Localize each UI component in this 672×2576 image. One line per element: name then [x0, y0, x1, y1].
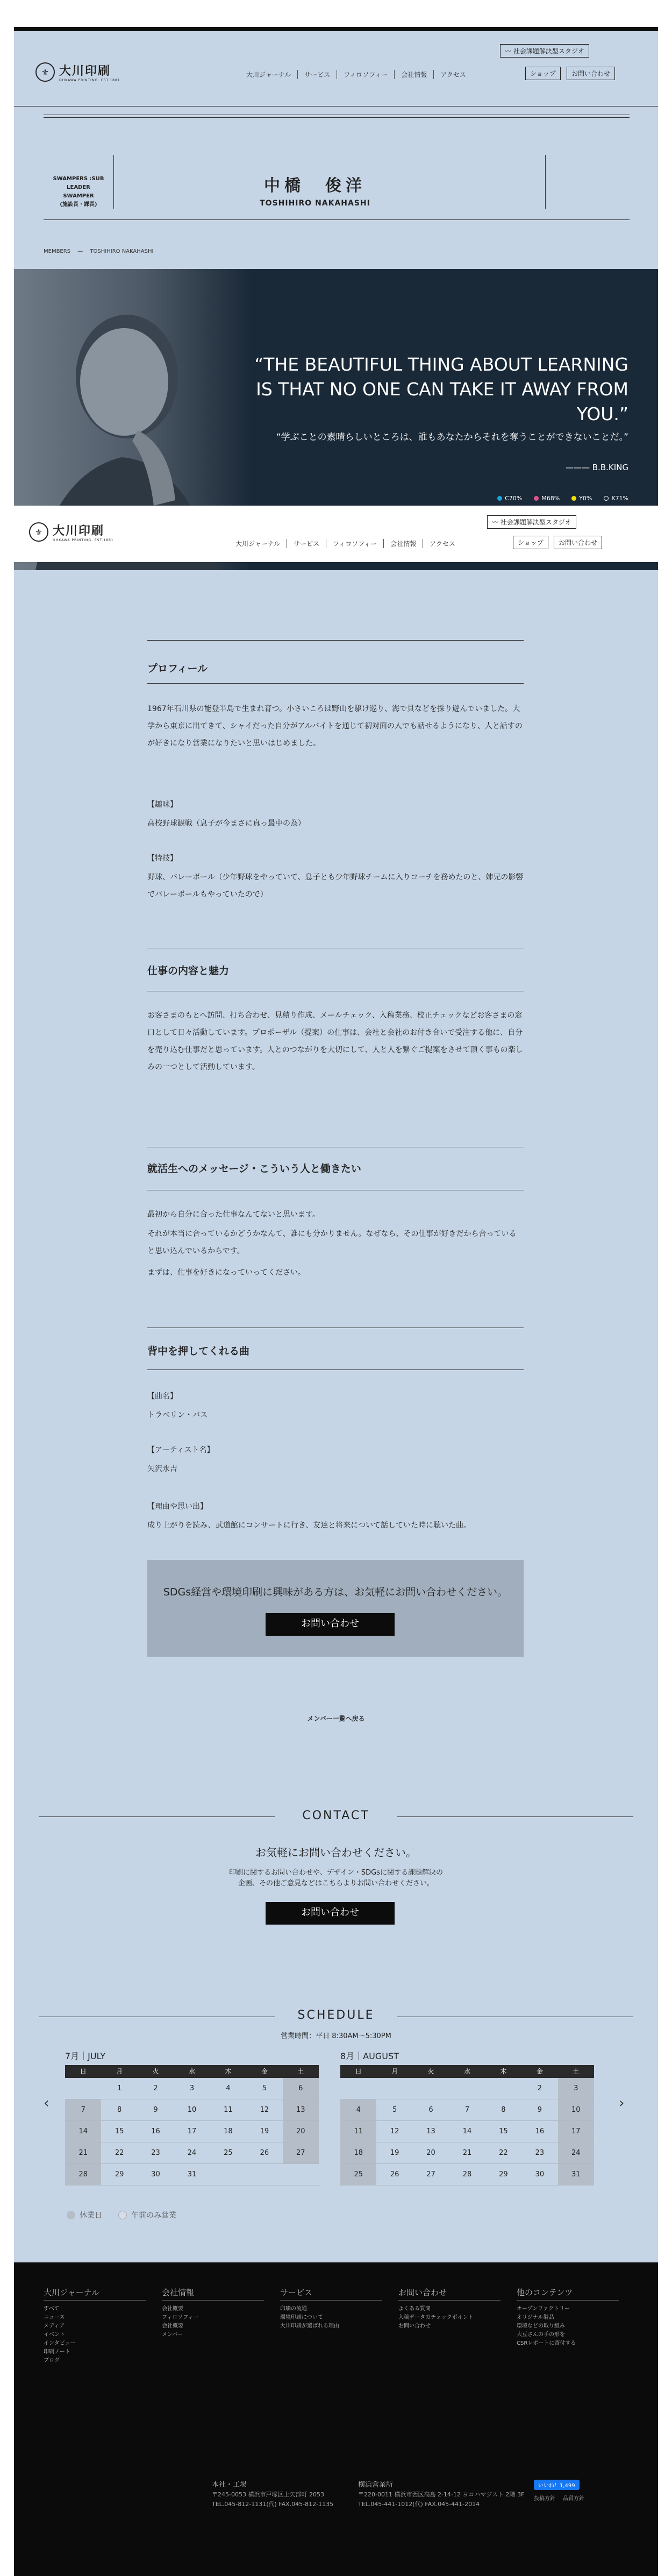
song-name: トラベリン・バス [147, 1411, 208, 1420]
calendar-day: 8 [101, 2099, 137, 2121]
calendar-day: 15 [485, 2121, 521, 2142]
profile-top-rule [147, 640, 524, 641]
breadcrumb-separator: — [72, 249, 89, 254]
logo-mark-icon: ⚜ [35, 62, 55, 82]
weekday-header: 火 [138, 2065, 174, 2078]
cta-contact-button[interactable]: お問い合わせ [266, 1613, 395, 1636]
calendar-day: 25 [210, 2142, 246, 2164]
sticky-logo[interactable] [29, 522, 114, 542]
footer-col-journal [44, 2288, 146, 2365]
footer-link[interactable]: よくある質問 [398, 2306, 431, 2312]
contact-button-main[interactable]: お問い合わせ [266, 1902, 395, 1925]
song-name-heading: 【曲名】 [147, 1392, 177, 1401]
skill-text: 野球、バレーボール（少年野球をやっていて、息子とも少年野球チームに入りコーチを務めたのと、姉兄の影響でバレーボールもやっていたので） [147, 873, 524, 899]
logo-subtext: OHKAWA PRINTING. EST.1881 [59, 79, 120, 82]
footer-link[interactable]: CSRレポートに寄付する [517, 2340, 576, 2346]
sticky-logo-subtext: OHKAWA PRINTING. EST.1881 [53, 538, 114, 542]
calendar-day: 3 [174, 2078, 210, 2099]
footer-col-title[interactable]: 大川ジャーナル [44, 2288, 146, 2301]
sticky-nav [229, 539, 462, 548]
top-bar [14, 27, 658, 31]
calendar-day: 30 [521, 2164, 557, 2185]
calendar-day: 15 [101, 2121, 137, 2142]
hero-quote-jp: “学ぶことの素晴らしいところは、誰もあなたからそれを奪うことができないことだ。” [276, 432, 628, 443]
policy-link[interactable]: 投稿方針 [534, 2496, 555, 2502]
member-top-rule-2 [44, 117, 630, 118]
calendar-day: 20 [283, 2121, 319, 2142]
sticky-nav-journal[interactable]: 大川ジャーナル [235, 540, 281, 548]
calendar-day: 26 [246, 2142, 282, 2164]
author-dash: ——— [565, 463, 592, 472]
calendar-day: 12 [246, 2099, 282, 2121]
message-heading: 就活生へのメッセージ・こういう人と働きたい [147, 1163, 361, 1175]
calendar-day: 16 [521, 2121, 557, 2142]
sticky-sdgs-label: 社会課題解決型スタジオ [500, 519, 571, 526]
cta-box [147, 1560, 524, 1657]
yokohama-address: 〒220-0011 横浜市西区高島 2-14-12 ヨコハマジスト 2階 3F [358, 2491, 525, 2498]
calendar-august-title: 8月｜AUGUST [340, 2051, 399, 2061]
main-nav [240, 70, 473, 79]
yokohama-title: 横浜営業所 [358, 2481, 394, 2489]
breadcrumb-root[interactable]: MEMBERS [44, 249, 71, 254]
calendar-day: 28 [449, 2164, 485, 2185]
calendar-day [449, 2078, 485, 2099]
weekday-header: 水 [449, 2065, 485, 2078]
calendar-july-grid [65, 2065, 319, 2185]
footer-link[interactable]: 大豆さんの手の形を [517, 2332, 565, 2338]
profile-heading: プロフィール [147, 663, 208, 675]
team-line-1: SWAMPERS :SUB [53, 176, 104, 182]
calendar-day: 25 [340, 2164, 376, 2185]
calendar-day: 16 [138, 2121, 174, 2142]
footer-link[interactable]: 環境などの取り組み [517, 2323, 565, 2329]
calendar-day: 17 [174, 2121, 210, 2142]
calendar-day: 11 [340, 2121, 376, 2142]
calendar-day: 21 [65, 2142, 101, 2164]
cmyk-c [497, 495, 522, 502]
footer-col-contact [398, 2288, 501, 2331]
weekday-header: 月 [101, 2065, 137, 2078]
author-name: B.B.KING [592, 463, 628, 472]
cmyk-m-label: M68% [541, 495, 560, 502]
calendar-day: 6 [283, 2078, 319, 2099]
footer-link[interactable]: フィロソフィー [162, 2315, 199, 2320]
cmyk-m [534, 495, 560, 502]
calendar-day: 13 [283, 2099, 319, 2121]
nav-item-philosophy[interactable]: フィロソフィー [337, 70, 394, 79]
next-month-arrow-icon[interactable]: › [619, 2095, 625, 2111]
footer-col-title[interactable]: お問い合わせ [398, 2288, 501, 2301]
header-divider [14, 106, 658, 107]
hero-quote-en: “THE BEAUTIFUL THING ABOUT LEARNING IS THAT NO ONE CAN TAKE IT AWAY FROM YOU.” [254, 354, 628, 424]
legend-holiday [67, 2210, 102, 2220]
weekday-header: 土 [558, 2065, 594, 2078]
calendar-day: 27 [283, 2142, 319, 2164]
footer-link[interactable]: オリジナル製品 [517, 2315, 554, 2320]
logo-text: 大川印刷 [59, 64, 111, 78]
calendar-day: 29 [485, 2164, 521, 2185]
nav-item-service[interactable]: サービス [297, 70, 337, 79]
calendar-day: 4 [210, 2078, 246, 2099]
calendar-august [340, 2049, 594, 2185]
back-to-members-link[interactable]: メンバー一覧へ戻る [307, 1715, 365, 1722]
hq-title: 本社・工場 [212, 2481, 247, 2489]
team-line-2: LEADER [67, 184, 90, 190]
sticky-logo-mark-icon: ⚜ [29, 522, 48, 542]
footer-link[interactable]: メンバー [162, 2332, 183, 2338]
calendar-day: 18 [210, 2121, 246, 2142]
weekday-header: 木 [210, 2065, 246, 2078]
calendar-day: 6 [413, 2099, 449, 2121]
footer-col-service [280, 2288, 382, 2331]
weekday-header: 火 [413, 2065, 449, 2078]
calendar-day: 2 [521, 2078, 557, 2099]
calendar-day: 24 [174, 2142, 210, 2164]
footer-link[interactable]: ニュース [44, 2315, 65, 2320]
holiday-dot-icon [67, 2211, 75, 2219]
calendar-legend [67, 2210, 176, 2220]
calendar-day: 31 [174, 2164, 210, 2185]
sticky-nav-service[interactable]: サービス [287, 539, 326, 548]
footer-link[interactable]: 印刷ノート [44, 2349, 70, 2355]
calendar-day: 30 [138, 2164, 174, 2185]
message-line-2: それが本当に合っているかどうかなんて、誰にも分かりません。なぜなら、その仕事が好きだから合っていると思い込んでいるからです。 [147, 1230, 517, 1255]
hobby-text: 高校野球観戦（息子が今まさに真っ最中の為） [147, 819, 305, 828]
member-name-jp: 中橋 俊洋 [264, 176, 366, 195]
artist-heading: 【アーティスト名】 [147, 1446, 215, 1454]
calendar-day: 9 [138, 2099, 174, 2121]
footer-link[interactable]: 印刷の流通 [280, 2306, 307, 2312]
cmyk-k-label: K71% [611, 495, 628, 502]
black-dot-icon [604, 496, 609, 501]
weekday-header: 月 [376, 2065, 412, 2078]
calendar-day: 17 [558, 2121, 594, 2142]
team-line-3: SWAMPER [63, 193, 94, 199]
reason-heading: 【理由や思い出】 [147, 1502, 208, 1511]
calendar-day [65, 2078, 101, 2099]
facebook-like-button[interactable]: いいね！1,499 [534, 2480, 580, 2490]
calendar-august-grid [340, 2065, 594, 2185]
sticky-nav-access[interactable]: アクセス [423, 539, 462, 548]
schedule-heading: SCHEDULE [297, 2009, 375, 2022]
calendar-day: 18 [340, 2142, 376, 2164]
breadcrumb-current: TOSHIHIRO NAKAHASHI [90, 249, 154, 254]
yellow-dot-icon [571, 496, 576, 501]
team-line-4: (施設長・課長) [60, 202, 97, 208]
weekday-header: 金 [246, 2065, 282, 2078]
footer-col-company [162, 2288, 264, 2339]
sticky-sdgs-button[interactable] [487, 515, 576, 529]
calendar-day: 22 [101, 2142, 137, 2164]
sticky-contact-button[interactable]: お問い合わせ [554, 536, 602, 549]
sticky-shop-button[interactable]: ショップ [513, 536, 548, 549]
weekday-header: 日 [65, 2065, 101, 2078]
calendar-day: 24 [558, 2142, 594, 2164]
footer-yokohama-address [358, 2480, 524, 2509]
footer-col-title[interactable]: 会社情報 [162, 2288, 264, 2301]
calendar-day: 23 [521, 2142, 557, 2164]
footer-link[interactable]: お問い合わせ [398, 2323, 431, 2329]
site-footer [14, 2262, 658, 2576]
calendar-day [340, 2078, 376, 2099]
hq-address: 〒245-0053 横浜市戸塚区上矢部町 2053 [212, 2491, 324, 2498]
footer-link[interactable]: 環境印刷について [280, 2315, 323, 2320]
member-name-block [229, 172, 401, 208]
member-bottom-rule [44, 219, 630, 220]
weekday-header: 木 [485, 2065, 521, 2078]
morning-dot-icon [118, 2211, 127, 2219]
calendar-day: 2 [138, 2078, 174, 2099]
calendar-day: 31 [558, 2164, 594, 2185]
breadcrumb [44, 246, 153, 254]
cmyk-legend [497, 495, 628, 502]
calendar-day: 14 [449, 2121, 485, 2142]
calendar-day [485, 2078, 521, 2099]
footer-col-other [517, 2288, 619, 2348]
calendar-day [376, 2078, 412, 2099]
profile-bottom-rule [147, 683, 524, 684]
message-line-1: 最初から自分に合った仕事なんてないと思います。 [147, 1210, 320, 1219]
sticky-sdgs-icon: 〰 [492, 519, 501, 526]
cmyk-k [604, 495, 628, 502]
footer-col-title[interactable]: サービス [280, 2288, 382, 2301]
calendar-july [65, 2049, 319, 2185]
hero-quote-author [566, 463, 628, 472]
magenta-dot-icon [534, 496, 539, 501]
footer-link[interactable]: ブログ [44, 2358, 60, 2364]
calendar-day: 1 [101, 2078, 137, 2099]
weekday-header: 日 [340, 2065, 376, 2078]
calendar-day: 14 [65, 2121, 101, 2142]
prev-month-arrow-icon[interactable]: ‹ [44, 2095, 49, 2111]
business-hours: 営業時間：平日 8:30AM〜5:30PM [281, 2032, 391, 2040]
calendar-day: 26 [376, 2164, 412, 2185]
weekday-header: 水 [174, 2065, 210, 2078]
message-line-3: まずは、仕事を好きになっていってください。 [147, 1268, 305, 1277]
weekday-header: 土 [283, 2065, 319, 2078]
contact-heading: CONTACT [302, 1809, 370, 1822]
legend-holiday-label: 休業日 [80, 2211, 102, 2220]
calendar-day: 29 [101, 2164, 137, 2185]
nav-item-journal[interactable]: 大川ジャーナル [246, 71, 291, 79]
calendar-day: 19 [376, 2142, 412, 2164]
nav-item-company[interactable]: 会社情報 [394, 70, 433, 79]
legend-morning [118, 2210, 176, 2220]
work-heading: 仕事の内容と魅力 [147, 965, 230, 977]
cyan-dot-icon [497, 496, 502, 501]
footer-link[interactable]: オープンファクトリー [517, 2306, 570, 2312]
footer-link[interactable]: 入稿データのチェックポイント [398, 2315, 474, 2320]
calendar-day: 5 [246, 2078, 282, 2099]
profile-text: 1967年石川県の能登半島で生まれ育つ。小さいころは野山を駆け巡り、海で貝などを採り遊んでいました。大学から東京に出てきて、シャイだった自分がアルバイトを通じて初対面の人でも話せるようになり、人と話すのが好きになり営業になりたいと思いはじめました。 [147, 705, 523, 748]
yokohama-tel: TEL.045-441-1012(代) FAX.045-441-2014 [358, 2501, 480, 2508]
calendar-day [246, 2164, 282, 2185]
contact-subtitle: お気軽にお問い合わせください。 [255, 1846, 417, 1859]
calendar-day: 20 [413, 2142, 449, 2164]
cmyk-y-label: Y0% [579, 495, 592, 502]
sticky-nav-philosophy[interactable]: フィロソフィー [326, 539, 383, 548]
calendar-day: 28 [65, 2164, 101, 2185]
footer-policy-links [534, 2494, 584, 2502]
cmyk-c-label: C70% [505, 495, 523, 502]
skill-heading: 【特技】 [147, 854, 177, 863]
calendar-day: 7 [449, 2099, 485, 2121]
page-frame [14, 27, 658, 2576]
sdgs-studio-label: 社会課題解決型スタジオ [513, 47, 584, 55]
calendar-day: 13 [413, 2121, 449, 2142]
sdgs-studio-button[interactable] [500, 44, 589, 58]
footer-link[interactable]: イベント [44, 2332, 65, 2338]
footer-link[interactable]: すべて [44, 2306, 60, 2312]
calendar-day: 22 [485, 2142, 521, 2164]
cmyk-y [571, 495, 592, 502]
calendar-day: 11 [210, 2099, 246, 2121]
contact-description: 印刷に関するお問い合わせや、デザイン・SDGsに関する課題解決の企画、その他ご意見などはこちらよりお問い合わせください。 [229, 1869, 443, 1887]
calendar-day: 10 [558, 2099, 594, 2121]
calendar-day: 27 [413, 2164, 449, 2185]
quality-policy-link[interactable]: 品質方針 [563, 2496, 584, 2502]
artist-name: 矢沢永吉 [147, 1465, 177, 1473]
member-name-en: TOSHIHIRO NAKAHASHI [260, 199, 370, 208]
member-team [46, 175, 111, 209]
calendar-day [283, 2164, 319, 2185]
calendar-day: 4 [340, 2099, 376, 2121]
footer-link[interactable]: インタビュー [44, 2340, 76, 2346]
work-text: お客さまのもとへ訪問、打ち合わせ、見積り作成、メールチェック、入稿業務、校正チェックなどお客さまの窓口として日々活動しています。プロポーザル（提案）の仕事は、会社と会社のお付き合いで受注する他に、自分を売り込む仕事だと思っています。人とのつながりを大切にして、人と人を繋ぐご提案をさせて頂く事もの楽しみの一つとして活動しています。 [147, 1011, 523, 1071]
calendar-day: 21 [449, 2142, 485, 2164]
song-bottom-rule [147, 1369, 524, 1370]
cta-text: SDGs経営や環境印刷に興味がある方は、お気軽にお問い合わせください。 [163, 1586, 508, 1598]
footer-hq-address [212, 2480, 333, 2509]
calendar-day: 5 [376, 2099, 412, 2121]
legend-morning-label: 午前のみ営業 [131, 2211, 176, 2220]
weekday-header: 金 [521, 2065, 557, 2078]
song-heading: 背中を押してくれる曲 [147, 1345, 250, 1357]
contact-button[interactable]: お問い合わせ [567, 67, 615, 80]
member-left-divider [113, 155, 114, 209]
calendar-day [413, 2078, 449, 2099]
calendar-day: 19 [246, 2121, 282, 2142]
calendar-day: 9 [521, 2099, 557, 2121]
hobby-heading: 【趣味】 [147, 800, 177, 809]
calendar-day: 12 [376, 2121, 412, 2142]
calendar-day: 3 [558, 2078, 594, 2099]
member-right-divider [545, 155, 546, 209]
sticky-header [14, 506, 658, 562]
calendar-july-title: 7月｜JULY [65, 2051, 106, 2061]
sticky-nav-company[interactable]: 会社情報 [383, 539, 423, 548]
shop-button[interactable]: ショップ [525, 67, 561, 80]
footer-link[interactable]: 会社概要 [162, 2306, 183, 2312]
site-logo[interactable] [35, 62, 120, 82]
hq-tel: TEL.045-812-1131(代) FAX.045-812-1135 [212, 2501, 334, 2508]
footer-link[interactable]: メディア [44, 2323, 65, 2329]
footer-col-title[interactable]: 他のコンテンツ [517, 2288, 619, 2301]
sdgs-icon: 〰 [505, 47, 513, 55]
footer-link[interactable]: 大川印刷が選ばれる理由 [280, 2323, 339, 2329]
calendar-day [210, 2164, 246, 2185]
calendar-day: 7 [65, 2099, 101, 2121]
footer-link[interactable]: 会社概要 [162, 2323, 183, 2329]
sticky-logo-text: 大川印刷 [53, 524, 105, 538]
reason-text: 成り上がりを読み、武道館にコンサートに行き、友達と将来について話していた時に聴いた曲。 [147, 1521, 471, 1530]
calendar-day: 8 [485, 2099, 521, 2121]
nav-item-access[interactable]: アクセス [433, 70, 473, 79]
calendar-day: 10 [174, 2099, 210, 2121]
calendar-day: 23 [138, 2142, 174, 2164]
